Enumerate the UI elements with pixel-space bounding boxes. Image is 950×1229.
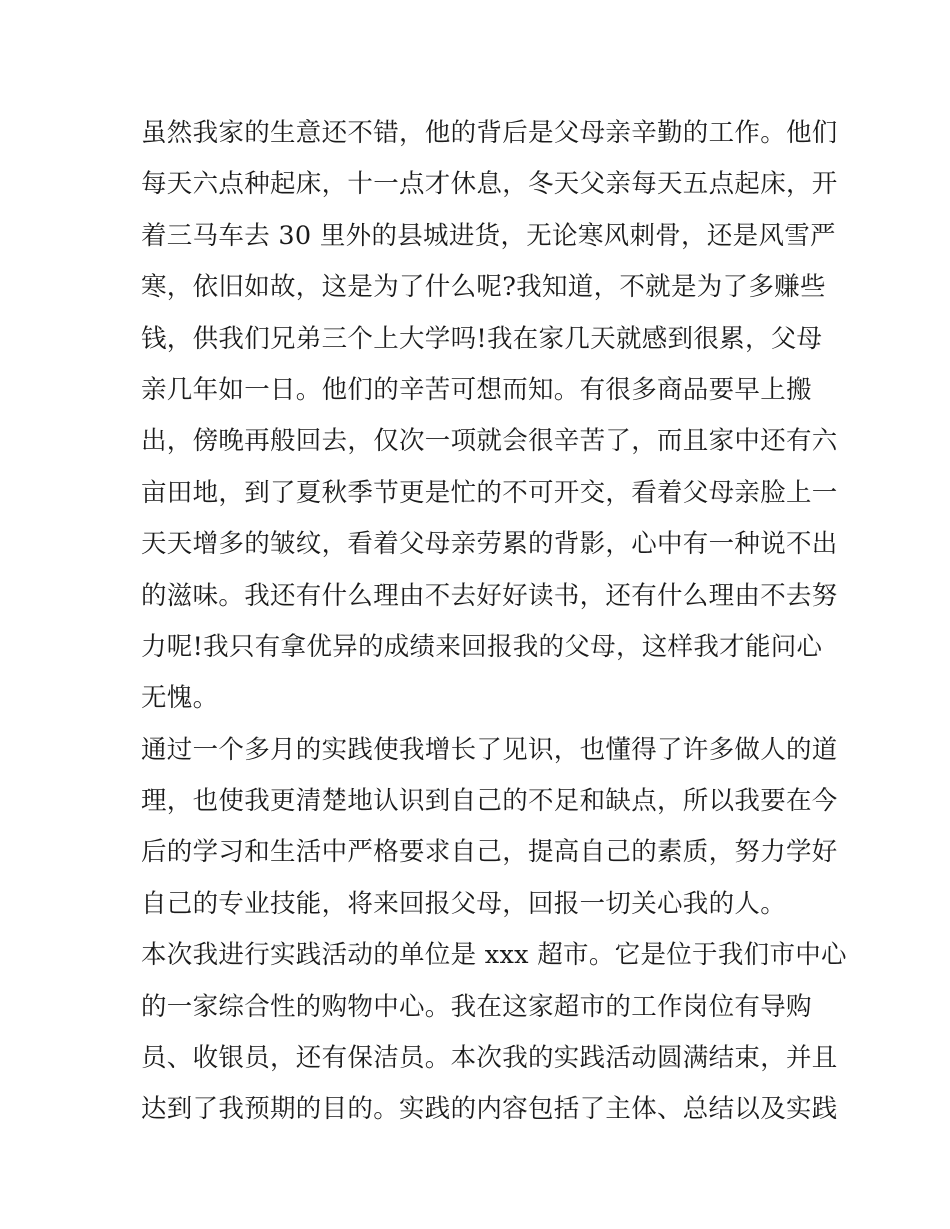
text-line: 本次我进行实践活动的单位是 xxx 超市。它是位于我们市中心 bbox=[141, 940, 847, 971]
text-line: 员、收银员，还有保洁员。本次我的实践活动圆满结束，并且 bbox=[141, 1043, 838, 1074]
text-line: 的滋味。我还有什么理由不去好好读书，还有什么理由不去努 bbox=[141, 580, 838, 611]
text-line: 着三马车去 30 里外的县城进货，无论寒风刺骨，还是风雪严 bbox=[141, 220, 836, 251]
text-line: 无愧。 bbox=[141, 683, 219, 714]
text-line: 通过一个多月的实践使我增长了见识，也懂得了许多做人的道 bbox=[141, 734, 838, 765]
text-line: 达到了我预期的目的。实践的内容包括了主体、总结以及实践 bbox=[141, 1094, 838, 1125]
text-line: 力呢!我只有拿优异的成绩来回报我的父母，这样我才能问心 bbox=[141, 631, 823, 662]
text-line: 出，傍晚再般回去，仅次一项就会很辛苦了，而且家中还有六 bbox=[141, 426, 838, 457]
text-line: 理，也使我更清楚地认识到自己的不足和缺点，所以我要在今 bbox=[141, 786, 838, 817]
text-line: 每天六点种起床，十一点才休息，冬天父亲每天五点起床，开 bbox=[141, 169, 838, 200]
text-line: 亩田地，到了夏秋季节更是忙的不可开交，看着父母亲脸上一 bbox=[141, 477, 838, 508]
text-line: 自己的专业技能，将来回报父母，回报一切关心我的人。 bbox=[141, 888, 787, 919]
text-line: 寒，依旧如故，这是为了什么呢?我知道，不就是为了多赚些 bbox=[141, 272, 826, 303]
text-line: 天天增多的皱纹，看着父母亲劳累的背影，心中有一种说不出 bbox=[141, 529, 838, 560]
body-text bbox=[141, 108, 847, 1136]
text-line: 虽然我家的生意还不错，他的背后是父母亲辛勤的工作。他们 bbox=[141, 118, 838, 148]
text-line: 后的学习和生活中严格要求自己，提高自己的素质，努力学好 bbox=[141, 837, 838, 868]
text-line: 钱，供我们兄弟三个上大学吗!我在家几天就感到很累，父母 bbox=[141, 323, 823, 354]
text-line: 的一家综合性的购物中心。我在这家超市的工作岗位有导购 bbox=[141, 991, 812, 1022]
text-line: 亲几年如一日。他们的辛苦可想而知。有很多商品要早上搬 bbox=[141, 374, 812, 405]
